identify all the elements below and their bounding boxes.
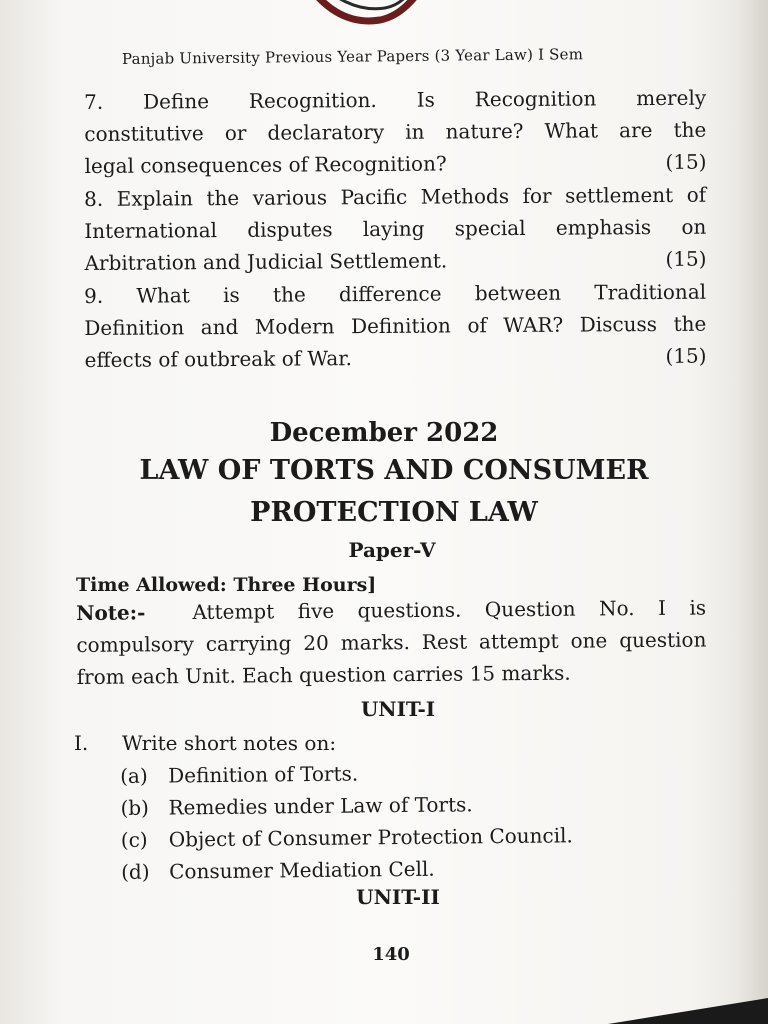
- question-line: 9. What is the difference between Traditional: [84, 279, 707, 308]
- question-text: Write short notes on:: [122, 731, 337, 755]
- note-line: from each Unit. Each question carries 15 marks.: [76, 660, 571, 689]
- question-number: I.: [74, 731, 89, 755]
- list-item: (d) Consumer Mediation Cell.: [121, 856, 435, 884]
- question-line: Arbitration and Judicial Settlement. (15): [84, 243, 706, 279]
- note-label: Note:-: [76, 600, 146, 625]
- exam-date-heading: December 2022: [269, 418, 499, 448]
- question-line: International disputes laying special emphasis on: [84, 214, 707, 243]
- question-8: [84, 179, 707, 279]
- marks-label: (15): [665, 246, 707, 271]
- unit-heading: UNIT-I: [360, 697, 436, 721]
- list-item: (c) Object of Consumer Protection Council.: [120, 823, 573, 852]
- running-head: Panjab University Previous Year Papers (3 Year Law) I Sem: [121, 45, 584, 68]
- instructions-note: [76, 592, 707, 693]
- short-notes-list: [120, 755, 573, 888]
- note-line: compulsory carrying 20 marks. Rest attempt one question: [76, 627, 707, 657]
- time-allowed: Time Allowed: Three Hours]: [76, 574, 377, 596]
- question-1: [74, 731, 336, 755]
- question-line: effects of outbreak of War. (15): [84, 340, 706, 376]
- question-7: [84, 82, 707, 182]
- list-item: (a) Definition of Torts.: [120, 761, 359, 788]
- unit-heading: UNIT-II: [356, 885, 440, 909]
- torn-ornament-graphic: [290, 0, 440, 40]
- question-line: 7. Define Recognition. Is Recognition merely: [84, 85, 707, 114]
- question-9: [84, 276, 707, 376]
- page-curl-shadow: [608, 984, 768, 1024]
- question-line: constitutive or declaratory in nature? What are the: [84, 117, 707, 146]
- subject-title-line1: LAW OF TORTS AND CONSUMER: [139, 455, 649, 486]
- note-line: Note:- Attempt five questions. Question No. I is: [76, 595, 707, 625]
- question-line: 8. Explain the various Pacific Methods for settlement of: [84, 182, 707, 211]
- marks-label: (15): [665, 343, 707, 368]
- marks-label: (15): [665, 149, 707, 174]
- question-line: legal consequences of Recognition? (15): [84, 146, 706, 182]
- question-line: Definition and Modern Definition of WAR? Discuss the: [84, 311, 707, 340]
- paper-number: Paper-V: [348, 538, 436, 562]
- subject-title-line2: PROTECTION LAW: [250, 497, 538, 528]
- list-item: (b) Remedies under Law of Torts.: [120, 792, 473, 820]
- page-number: 140: [372, 944, 410, 965]
